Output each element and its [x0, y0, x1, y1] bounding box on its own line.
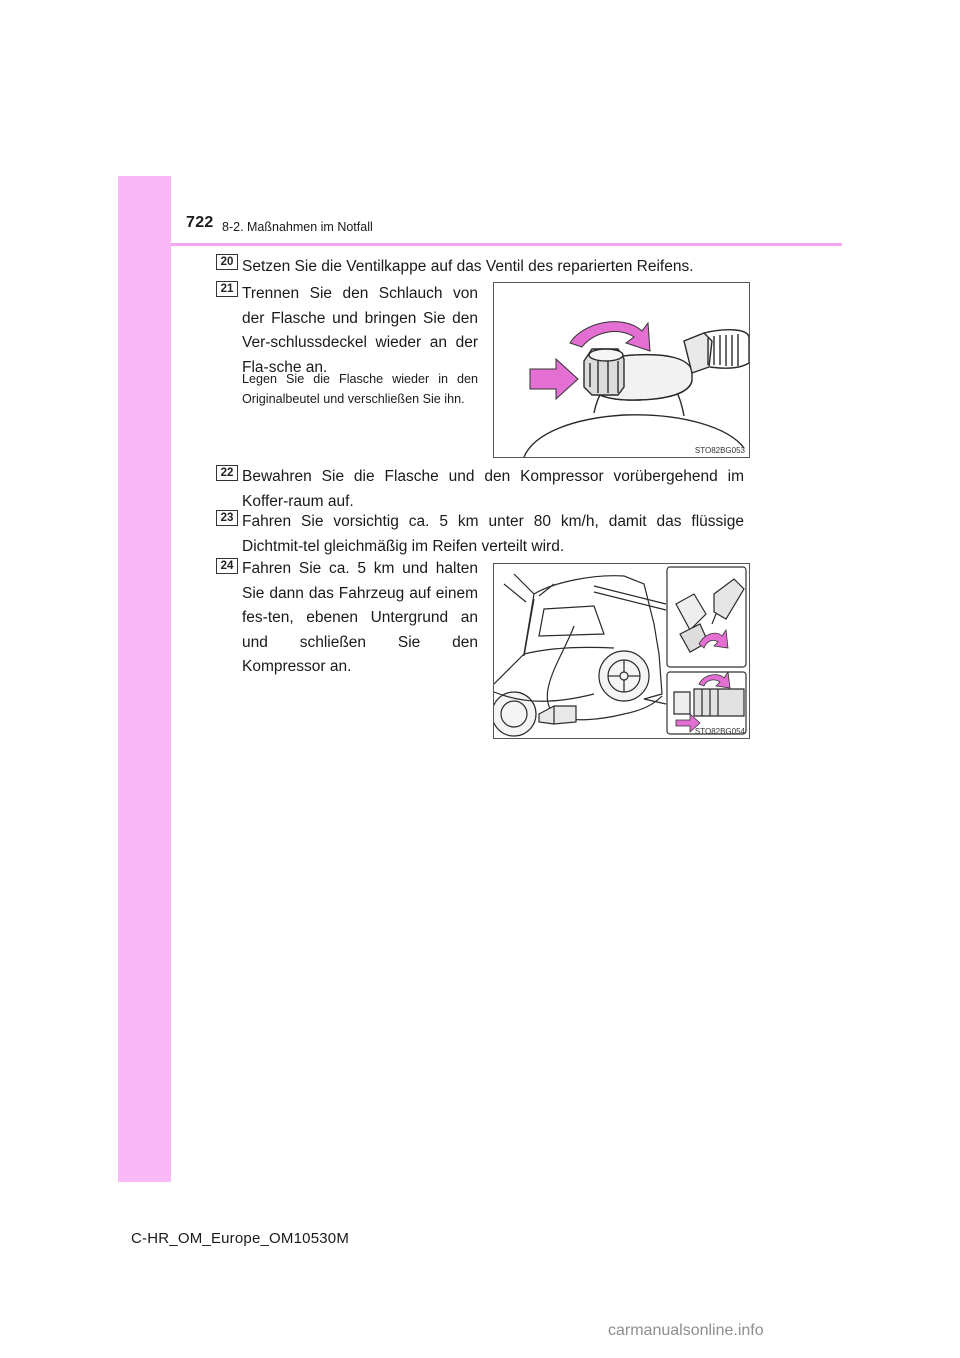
section-title: 8-2. Maßnahmen im Notfall — [222, 220, 373, 234]
bottle-cap-illustration — [494, 283, 749, 457]
page-number: 722 — [186, 214, 214, 231]
figure-code-1: STO82BG053 — [694, 446, 745, 455]
car-compressor-illustration — [494, 564, 749, 738]
document-id: C-HR_OM_Europe_OM10530M — [131, 1230, 350, 1247]
figure-code-2: STO82BG054 — [694, 727, 745, 736]
step-24-text: Fahren Sie ca. 5 km und halten Sie dann das Fahrzeug auf einem fes-ten, ebenen Untergrund an und schließen Sie den Kompressor an. — [242, 560, 478, 675]
step-22-text: Bewahren Sie die Flasche und den Kompressor vorübergehend im Koffer-raum auf. — [242, 468, 744, 510]
step-20-text: Setzen Sie die Ventilkappe auf das Ventil des reparierten Reifens. — [242, 258, 694, 275]
step-number-21: 21 — [216, 281, 238, 297]
step-23-text: Fahren Sie vorsichtig ca. 5 km unter 80 km/h, damit das flüssige Dichtmit-tel gleichmäßig im Reifen verteilt wird. — [242, 513, 744, 555]
header-rule — [171, 243, 842, 246]
step-21-note: Legen Sie die Flasche wieder in den Originalbeutel und verschließen Sie ihn. — [242, 372, 478, 406]
watermark[interactable]: carmanualsonline.info — [608, 1322, 764, 1339]
figure-bottle-cap — [493, 282, 750, 458]
step-number-23: 23 — [216, 510, 238, 526]
step-number-24: 24 — [216, 558, 238, 574]
sidebar-tab — [118, 176, 171, 1182]
step-21-text: Trennen Sie den Schlauch von der Flasche und bringen Sie den Ver-schlussdeckel wieder an der Fla-sche an. — [242, 285, 478, 376]
step-number-20: 20 — [216, 254, 238, 270]
figure-compressor-connection — [493, 563, 750, 739]
step-number-22: 22 — [216, 465, 238, 481]
